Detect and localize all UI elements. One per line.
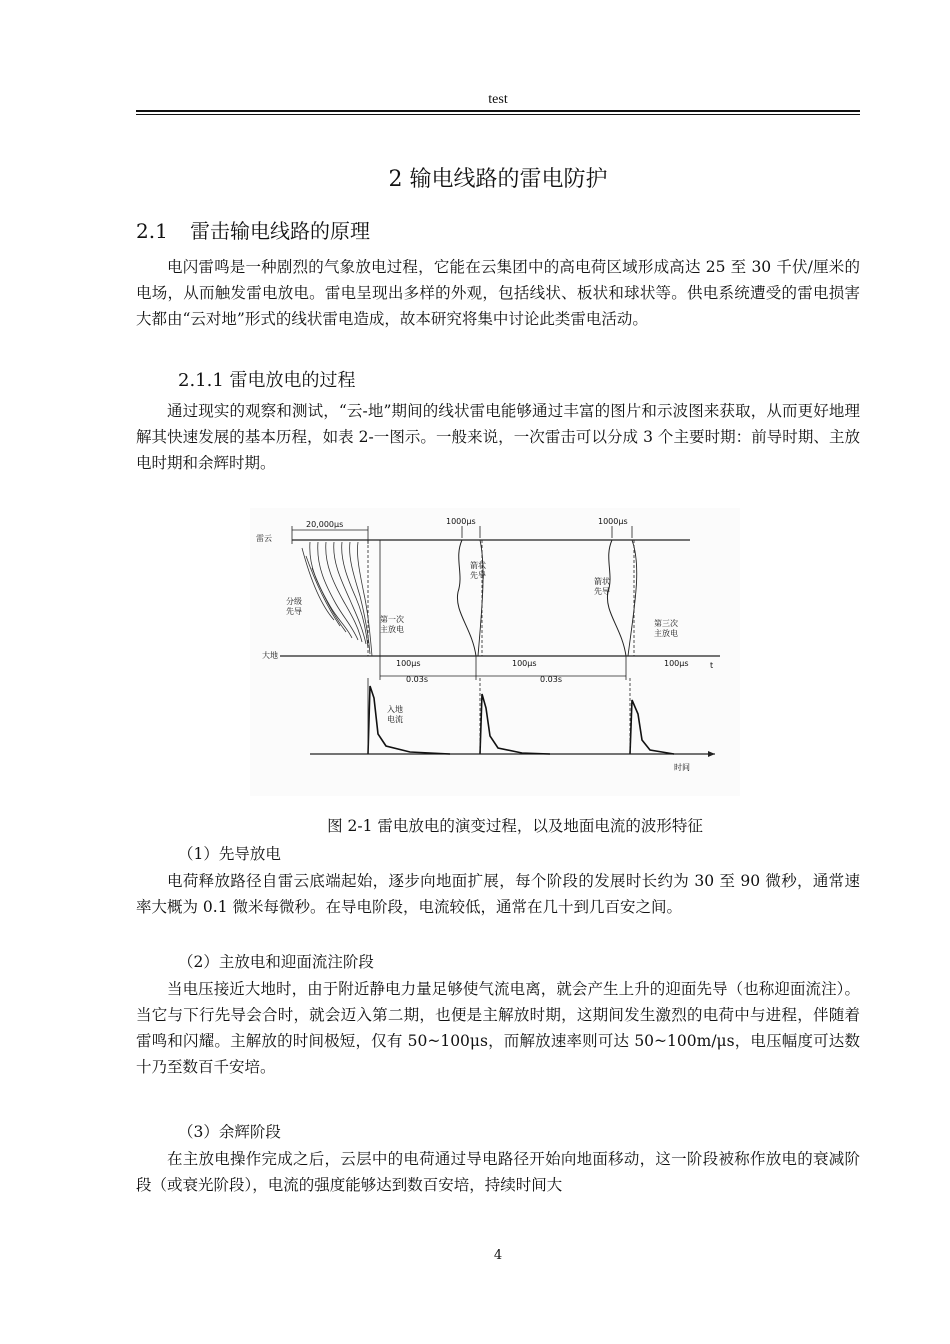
label-cloud: 雷云 bbox=[256, 534, 272, 543]
label-current-2: 电流 bbox=[387, 715, 403, 724]
label-gap-b: 0.03s bbox=[540, 675, 562, 684]
page-header: test bbox=[488, 92, 508, 107]
chapter-title: 2 输电线路的雷电防护 bbox=[388, 167, 608, 192]
label-first-return-1: 第一次 bbox=[380, 615, 404, 624]
item-label-1: （1）先导放电 bbox=[178, 845, 281, 863]
label-dur-100-c: 100μs bbox=[664, 659, 689, 668]
label-time: 时间 bbox=[674, 763, 690, 772]
label-dart-leader-b-2: 先导 bbox=[594, 587, 610, 596]
item-text-3: 在主放电操作完成之后，云层中的电荷通过导电路径开始向地面移动，这一阶段被称作放电的衰减阶段（或衰光阶段），电流的强度能够达到数百安培，持续时间大 bbox=[136, 1150, 860, 1194]
header-rule-thin bbox=[136, 114, 860, 115]
label-dur-100-a: 100μs bbox=[396, 659, 421, 668]
section-number: 2.1 bbox=[136, 219, 168, 243]
label-third-return-2: 主放电 bbox=[654, 629, 678, 638]
lightning-discharge-figure bbox=[250, 508, 740, 796]
label-dart-leader-a-2: 先导 bbox=[470, 571, 486, 580]
intro-paragraph: 电闪雷鸣是一种剧烈的气象放电过程，它能在云集团中的高电荷区域形成高达 25 至 30 千伏/厘米的电场，从而触发雷电放电。雷电呈现出多样的外观，包括线状、板状和球状等。供电系统遭受的雷电损害大都由“云对地”形式的线状雷电造成，故本研究将集中讨论此类雷电活动。 bbox=[136, 258, 860, 328]
page-number: 4 bbox=[493, 1248, 503, 1263]
label-dur-100-b: 100μs bbox=[512, 659, 537, 668]
figure-caption: 图 2-1 雷电放电的演变过程，以及地面电流的波形特征 bbox=[327, 817, 703, 835]
label-t-symbol: t bbox=[710, 661, 714, 670]
label-first-return-2: 主放电 bbox=[380, 625, 404, 634]
label-stepped-leader-2: 先导 bbox=[286, 607, 302, 616]
section-heading bbox=[136, 215, 370, 244]
label-dur-1000-b: 1000μs bbox=[598, 517, 628, 526]
label-third-return-1: 第三次 bbox=[654, 619, 678, 628]
subsection-title: 2.1.1 雷电放电的过程 bbox=[178, 370, 356, 391]
label-dart-leader-b-1: 箭状 bbox=[594, 577, 610, 586]
item-text-1: 电荷释放路径自雷云底端起始，逐步向地面扩展，每个阶段的发展时长约为 30 至 90 微秒，通常速率大概为 0.1 微米每微秒。在导电阶段，电流较低，通常在几十到几百安之间。 bbox=[136, 872, 860, 916]
label-current-1: 入地 bbox=[387, 705, 403, 714]
header-rule-thick bbox=[136, 110, 860, 112]
label-gap-a: 0.03s bbox=[406, 675, 428, 684]
item-label-2: （2）主放电和迎面流注阶段 bbox=[178, 953, 374, 971]
subsection-paragraph: 通过现实的观察和测试，“云-地”期间的线状雷电能够通过丰富的图片和示波图来获取，从而更好地理解其快速发展的基本历程，如表 2-一图示。一般来说，一次雷击可以分成 3 个主要时期：前导时期、主放电时期和余辉时期。 bbox=[136, 402, 860, 472]
label-ground: 大地 bbox=[262, 651, 278, 660]
item-text-2: 当电压接近大地时，由于附近静电力量足够使气流电离，就会产生上升的迎面先导（也称迎面流注）。当它与下行先导会合时，就会迈入第二期，也便是主解放时期，这期间发生激烈的电荷中与进程，伴随着雷鸣和闪耀。主解放的时间极短，仅有 50~100μs，而解放速率则可达 50~100m/μs，电压幅度可达数十乃至数百千安培。 bbox=[136, 980, 860, 1076]
label-dur-1000-a: 1000μs bbox=[446, 517, 476, 526]
label-dur-20000: 20,000μs bbox=[306, 520, 344, 529]
section-title: 雷击输电线路的原理 bbox=[190, 219, 370, 243]
label-stepped-leader-1: 分级 bbox=[286, 597, 302, 606]
label-dart-leader-a-1: 箭状 bbox=[470, 561, 486, 570]
item-label-3: （3）余辉阶段 bbox=[178, 1123, 281, 1141]
